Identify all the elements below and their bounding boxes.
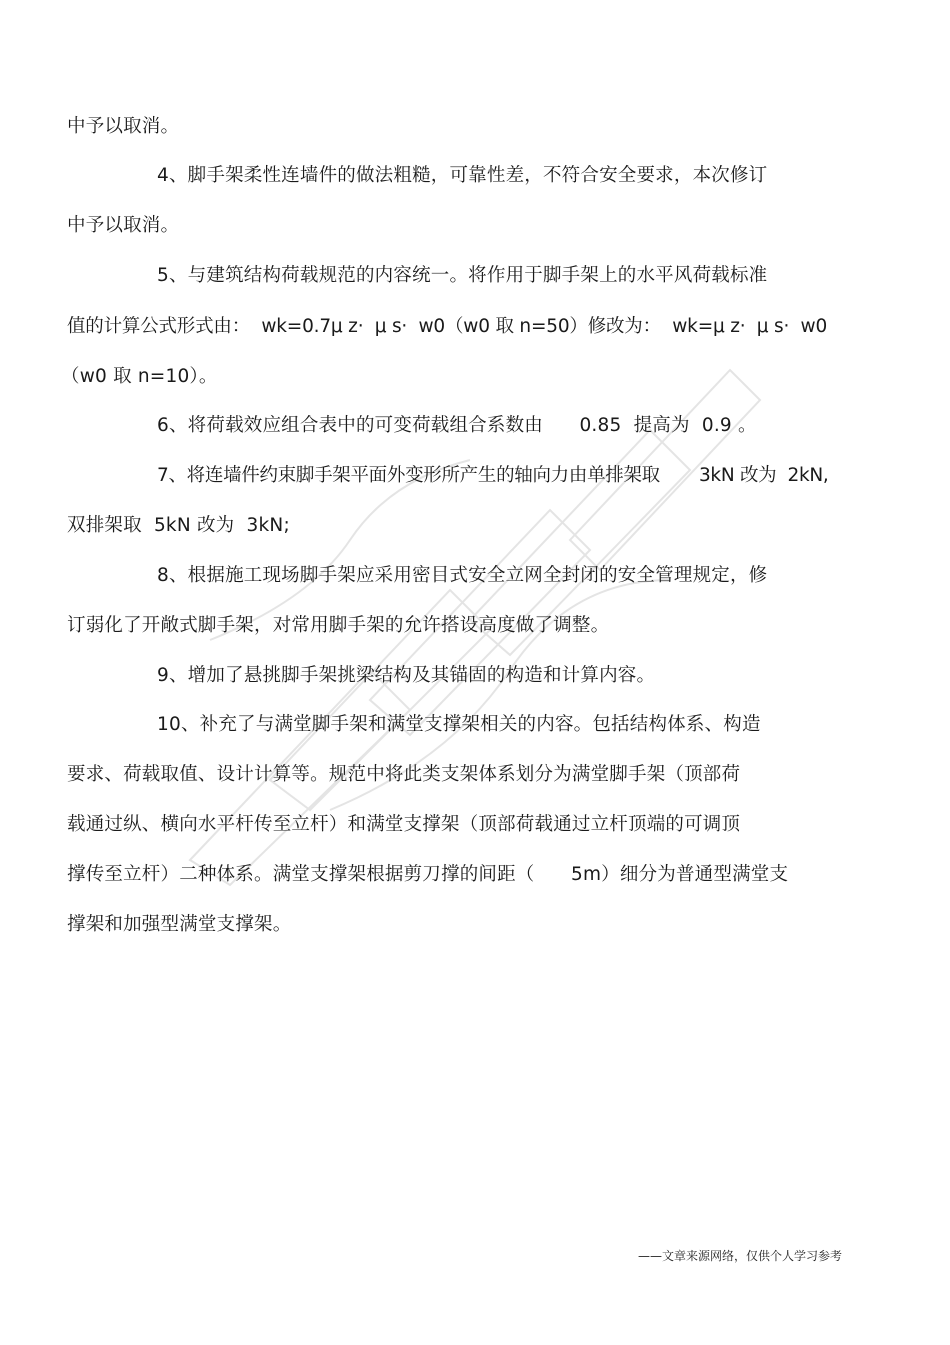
- text-line-7: 6、将荷载效应组合表中的可变荷载组合系数由 0.85 提高为 0.9 。: [157, 415, 757, 436]
- text-line-12: 9、增加了悬挑脚手架挑梁结构及其锚固的构造和计算内容。: [157, 665, 656, 686]
- text-line-1: 中予以取消。: [67, 116, 180, 137]
- text-line-17: 撑架和加强型满堂支撑架。: [67, 914, 292, 935]
- text-line-11: 订弱化了开敞式脚手架，对常用脚手架的允许搭设高度做了调整。: [67, 615, 610, 636]
- text-line-10: 8、根据施工现场脚手架应采用密目式安全立网全封闭的安全管理规定，修: [157, 565, 768, 586]
- text-line-2: 4、脚手架柔性连墙件的做法粗糙，可靠性差，不符合安全要求，本次修订: [157, 165, 768, 186]
- text-line-14: 要求、荷载取值、设计计算等。规范中将此类支架体系划分为满堂脚手架（顶部荷: [67, 764, 741, 785]
- text-line-16: 撑传至立杆）二种体系。满堂支撑架根据剪刀撑的间距（ 5m）细分为普通型满堂支: [67, 864, 789, 885]
- text-line-5: 值的计算公式形式由： wk=0.7μ z· μ s· w0（w0 取 n=50）修改为： wk=μ z· μ s· w0: [67, 316, 828, 337]
- text-line-15: 载通过纵、横向水平杆传至立杆）和满堂支撑架（顶部荷载通过立杆顶端的可调顶: [67, 814, 741, 835]
- text-line-13: 10、补充了与满堂脚手架和满堂支撑架相关的内容。包括结构体系、构造: [157, 714, 761, 735]
- text-line-4: 5、与建筑结构荷载规范的内容统一。将作用于脚手架上的水平风荷载标准: [157, 265, 768, 286]
- text-line-3: 中予以取消。: [67, 215, 180, 236]
- text-line-8: 7、将连墙件约束脚手架平面外变形所产生的轴向力由单排架取 3kN 改为 2kN,: [157, 465, 829, 486]
- footer-note: ——文章来源网络，仅供个人学习参考: [638, 1249, 843, 1263]
- text-line-6: （w0 取 n=10）。: [61, 366, 218, 387]
- text-line-9: 双排架取 5kN 改为 3kN;: [67, 515, 290, 536]
